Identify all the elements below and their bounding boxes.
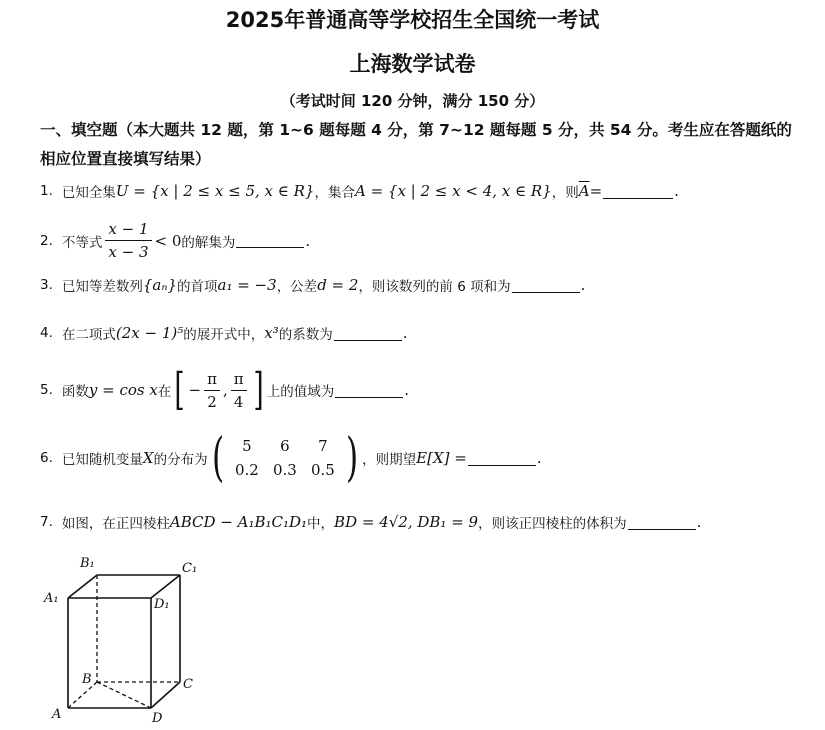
math-expression: BD = 4√2, DB₁ = 9 <box>334 513 479 531</box>
question-text: ，集合 <box>314 185 355 201</box>
fraction-numerator: π <box>204 370 220 391</box>
question-number: 3. <box>40 277 53 293</box>
question-text: 的首项 <box>177 279 218 295</box>
math-expression: x³ <box>264 324 279 342</box>
vertex-label-A1: A₁ <box>44 591 59 606</box>
distribution-matrix <box>228 437 342 479</box>
diagonal-BD <box>97 682 151 708</box>
answer-blank[interactable] <box>468 451 536 466</box>
fraction-numerator: π <box>231 370 247 391</box>
vertex-label-C1: C₁ <box>182 561 198 576</box>
period: . <box>536 449 542 467</box>
question-text: 在 <box>157 384 172 400</box>
matrix-cell: 5 <box>242 437 252 455</box>
period: . <box>696 513 702 531</box>
math-expression: ABCD − A₁B₁C₁D₁ <box>169 513 308 531</box>
math-expression: X <box>142 449 154 467</box>
math-expression: {aₙ} <box>142 276 177 294</box>
question-number: 7. <box>40 514 53 530</box>
answer-blank[interactable] <box>335 383 403 398</box>
question-text: 的解集为 <box>181 234 236 251</box>
fraction <box>204 370 220 411</box>
math-expression: (2x − 1)⁵ <box>115 324 184 342</box>
fraction-denominator: x − 3 <box>108 243 149 261</box>
matrix-cell: 0.2 <box>234 461 259 479</box>
math-expression: E[X] = <box>416 449 467 467</box>
fraction-denominator: 2 <box>207 392 217 411</box>
question-text: 的展开式中， <box>183 327 265 343</box>
period: . <box>305 231 311 250</box>
answer-blank[interactable] <box>236 233 304 248</box>
edge-A1B1 <box>68 575 97 598</box>
matrix-cell: 0.3 <box>272 461 297 479</box>
vertex-label-D: D <box>152 711 163 726</box>
question-text: 如图，在正四棱柱 <box>61 516 170 532</box>
exam-title: 2025年普通高等学校招生全国统一考试 <box>225 8 600 32</box>
period: . <box>404 381 410 399</box>
period: . <box>674 182 679 200</box>
matrix-cell: 0.5 <box>310 461 335 479</box>
edge-C1D1 <box>151 575 180 598</box>
question-6 <box>40 428 810 488</box>
question-text: ，则该数列的前 6 项和为 <box>358 279 511 295</box>
question-text: ，则该正四棱柱的体积为 <box>478 516 627 532</box>
question-text: 的分布为 <box>153 452 208 468</box>
vertex-label-A: A <box>52 707 62 722</box>
question-number: 5. <box>40 382 53 398</box>
edge-DC <box>151 682 180 708</box>
answer-blank[interactable] <box>334 326 402 341</box>
question-2 <box>40 220 810 261</box>
question-text: 函数 <box>61 384 89 400</box>
matrix-cell: 7 <box>318 437 328 455</box>
period: . <box>402 324 408 342</box>
vertex-label-C: C <box>183 677 193 692</box>
left-bracket: [ <box>174 364 186 415</box>
comma: , <box>222 381 228 399</box>
fraction-denominator: 4 <box>233 392 244 411</box>
math-expression: a₁ = −3 <box>217 276 277 294</box>
question-text: 不等式 <box>61 234 103 251</box>
question-number: 1. <box>40 183 53 199</box>
question-3 <box>40 275 810 295</box>
answer-blank[interactable] <box>628 515 696 530</box>
question-7 <box>40 512 810 532</box>
question-number: 2. <box>40 232 53 249</box>
question-text: 已知全集 <box>61 185 116 201</box>
question-text: ，公差 <box>276 279 318 295</box>
question-text: 在二项式 <box>61 327 116 343</box>
vertex-label-B1: B₁ <box>80 556 95 571</box>
minus-sign: − <box>188 381 202 399</box>
fraction-numerator: x − 1 <box>105 220 151 241</box>
period: . <box>580 276 586 294</box>
question-text: 已知随机变量 <box>61 452 143 468</box>
answer-blank[interactable] <box>603 184 673 199</box>
question-text: 的系数为 <box>278 327 333 343</box>
math-complement-symbol: $\overline{A}$ <box>578 182 590 200</box>
math-expression: U = {x | 2 ≤ x ≤ 5, x ∈ R} <box>115 182 315 200</box>
math-expression: y = cos x <box>88 381 158 399</box>
question-5 <box>40 364 810 415</box>
question-text: 中， <box>307 516 335 532</box>
question-text: 上的值域为 <box>266 384 335 400</box>
question-1 <box>40 181 810 201</box>
question-text: ，则 <box>551 185 579 201</box>
math-expression: A = {x | 2 ≤ x < 4, x ∈ R} <box>354 182 552 200</box>
matrix-cell: 6 <box>280 437 290 455</box>
right-bracket: ] <box>253 364 264 415</box>
section-heading: 一、填空题（本大题共 12 题，第 1~6 题每题 4 分，第 7~12 题每题 5 分，共 54 分。考生应在答题纸的相应位置直接填写结果） <box>40 121 792 168</box>
exam-subject-title: 上海数学试卷 <box>349 52 476 76</box>
math-expression: d = 2 <box>317 276 359 294</box>
question-number: 4. <box>40 325 53 341</box>
vertex-label-D1: D₁ <box>154 597 170 612</box>
math-expression: = <box>589 182 603 200</box>
vertex-label-B: B <box>82 672 92 687</box>
left-paren: ( <box>211 428 224 488</box>
fraction <box>231 370 247 411</box>
answer-blank[interactable] <box>512 278 580 293</box>
math-expression: < 0 <box>154 231 182 250</box>
prism-figure <box>40 550 210 728</box>
exam-duration-note: （考试时间 120 分钟，满分 150 分） <box>280 92 545 110</box>
fraction <box>105 220 151 261</box>
question-4 <box>40 323 810 343</box>
question-number: 6. <box>40 450 53 466</box>
right-paren: ) <box>345 428 359 488</box>
question-text: ，则期望 <box>362 452 417 468</box>
question-text: 已知等差数列 <box>61 279 143 295</box>
